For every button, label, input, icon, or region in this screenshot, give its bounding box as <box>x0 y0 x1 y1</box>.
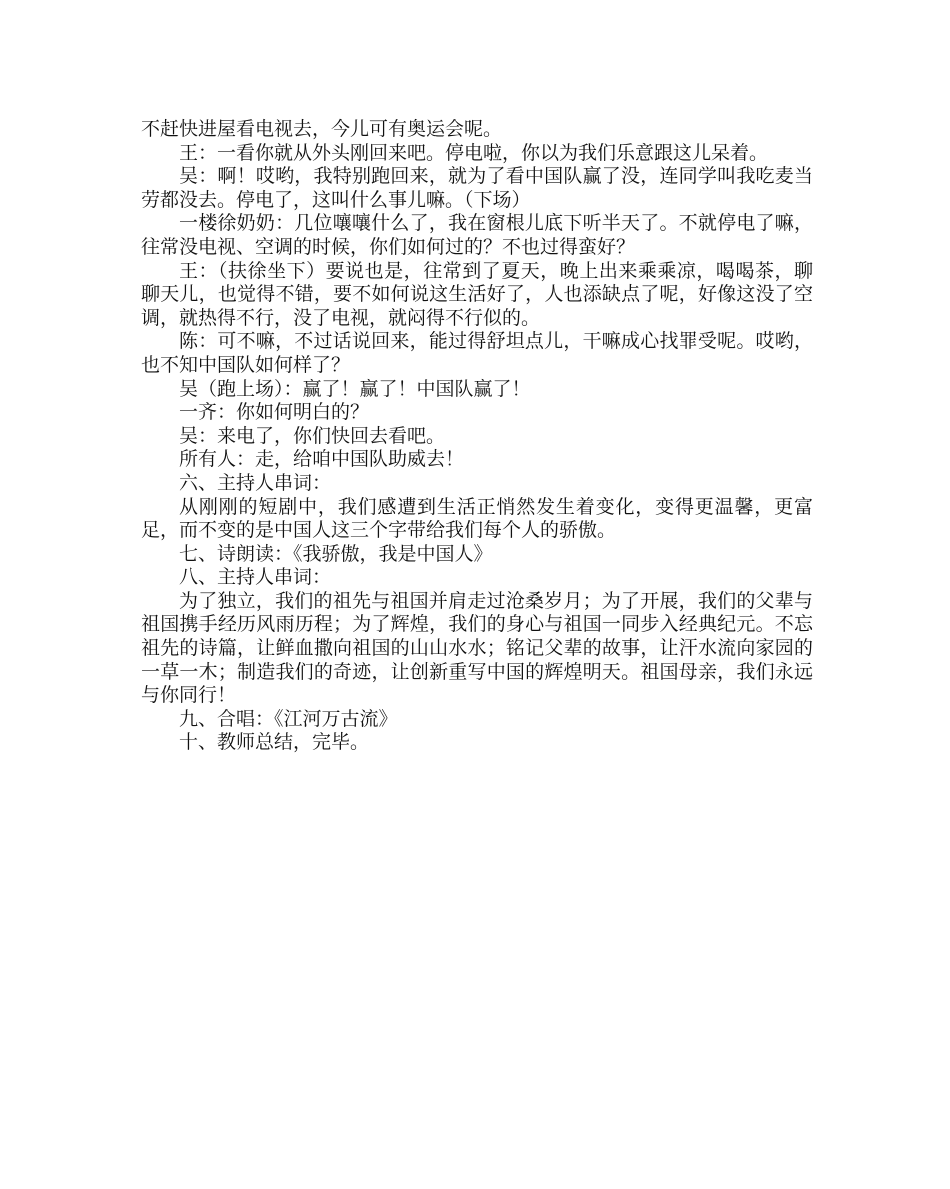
section-seven-heading: 七、诗朗读：《我骄傲，我是中国人》 <box>179 542 493 565</box>
dialogue-wang-1: 王：一看你就从外头刚回来吧。停电啦，你以为我们乐意跟这儿呆着。 <box>179 141 769 164</box>
section-six-heading: 六、主持人串词： <box>179 471 332 494</box>
section-eight-body: 为了独立，我们的祖先与祖国并肩走过沧桑岁月；为了开展，我们的父辈与祖国携手经历风雨历程；为了辉煌，我们的身心与祖国一同步入经典纪元。不忘祖先的诗篇，让鲜血撒向祖国的山山水水；铭记父辈的故事，让汗水流向家园的一草一木；制造我们的奇迹，让创新重写中国的辉煌明天。祖国母亲，我们永远与你同行！ <box>141 589 813 707</box>
section-eight-heading: 八、主持人串词： <box>179 566 332 589</box>
dialogue-everyone: 所有人：走，给咱中国队助威去！ <box>179 448 465 471</box>
section-ten-heading: 十、教师总结，完毕。 <box>179 731 370 754</box>
document-page <box>141 118 813 755</box>
dialogue-wang-2: 王：（扶徐坐下）要说也是，往常到了夏天，晚上出来乘乘凉，喝喝茶，聊聊天儿，也觉得不错，要不如何说这生活好了，人也添缺点了呢，好像这没了空调，就热得不行，没了电视，就闷得不行似的。 <box>141 259 813 329</box>
dialogue-wu-1: 吴：啊！哎哟，我特别跑回来，就为了看中国队赢了没，连同学叫我吃麦当劳都没去。停电了，这叫什么事儿嘛。（下场） <box>141 165 813 211</box>
paragraph-continuation: 不赶快进屋看电视去，今儿可有奥运会呢。 <box>141 118 503 140</box>
section-nine-heading: 九、合唱：《江河万古流》 <box>179 707 398 730</box>
dialogue-grandma-xu: 一楼徐奶奶：几位嚷嚷什么了，我在窗根儿底下听半天了。不就停电了嘛，往常没电视、空调的时候，你们如何过的？不也过得蛮好？ <box>141 212 813 258</box>
dialogue-together: 一齐：你如何明白的？ <box>179 401 370 424</box>
section-six-body: 从刚刚的短剧中，我们感遭到生活正悄然发生着变化，变得更温馨，更富足，而不变的是中国人这三个字带给我们每个人的骄傲。 <box>141 495 813 542</box>
dialogue-wu-2: 吴（跑上场）：赢了！赢了！中国队赢了！ <box>179 377 531 400</box>
dialogue-wu-3: 吴：来电了，你们快回去看吧。 <box>179 424 446 447</box>
dialogue-chen: 陈：可不嘛，不过话说回来，能过得舒坦点儿，干嘛成心找罪受呢。哎哟，也不知中国队如何样了？ <box>141 330 813 376</box>
